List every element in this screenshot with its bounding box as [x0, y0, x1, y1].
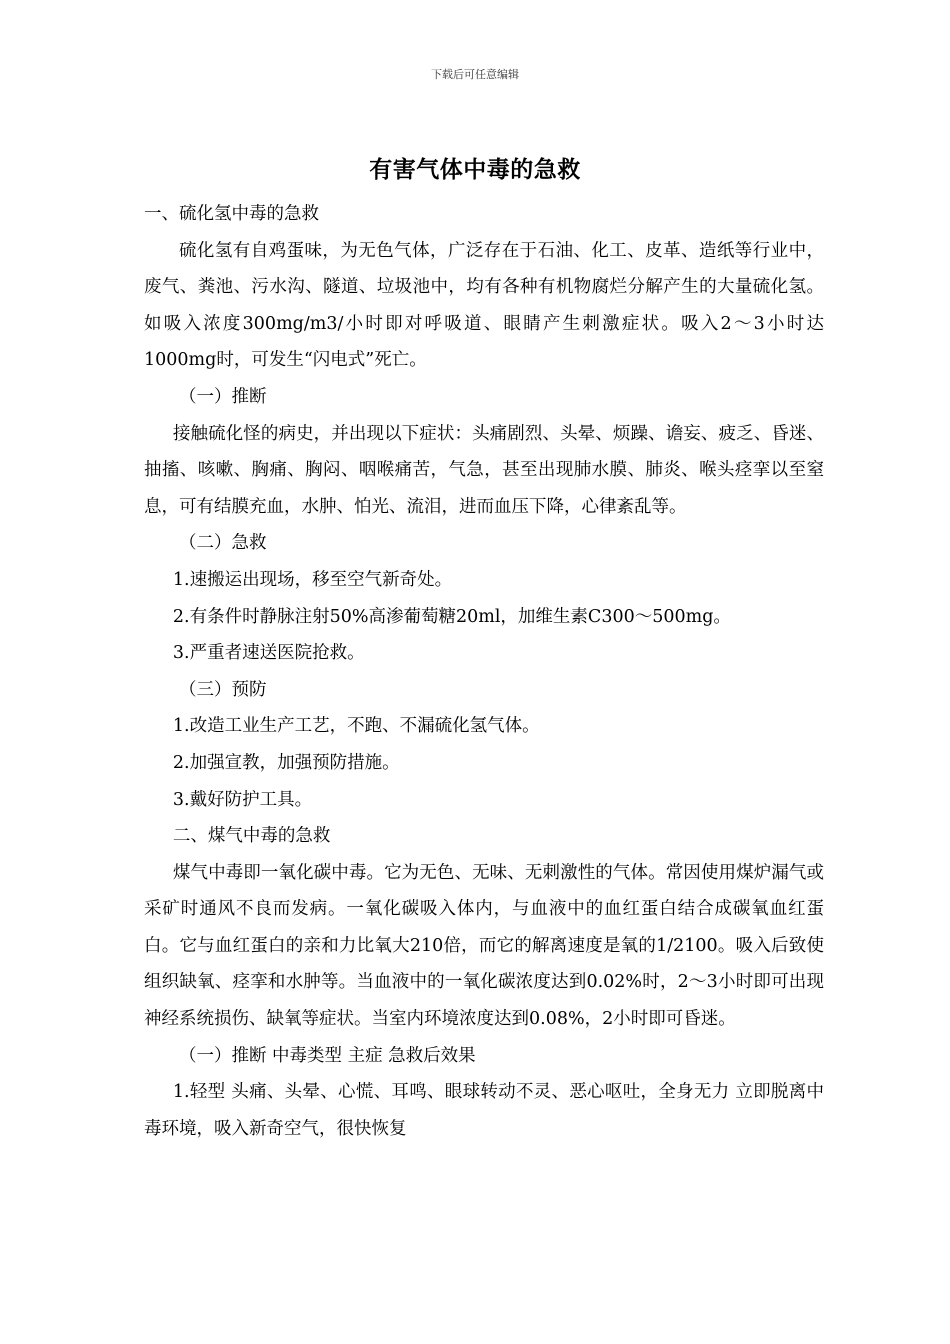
list-item: 2.加强宣教，加强预防措施。: [172, 752, 400, 773]
subheading-prevention: （三）预防: [179, 679, 267, 700]
section-heading-1: 一、硫化氢中毒的急救: [144, 204, 319, 224]
paragraph-symptoms: 接触硫化怪的病史，并出现以下症状：头痛剧烈、头晕、烦躁、谵妄、疲乏、昏迷、抽搐、咳嗽、胸痛、胸闷、咽喉痛苦，气急，甚至出现肺水膜、肺炎、喉头痉挛以至窒息，可有结膜充血，水肿、怕光、流泪，进而血压下降，心律紊乱等。: [144, 423, 824, 517]
subheading-first-aid: （二）急救: [179, 533, 267, 554]
paragraph-h2s-intro: 硫化氢有自鸡蛋味，为无色气体，广泛存在于石油、化工、皮革、造纸等行业中，废气、粪池、污水沟、隧道、垃圾池中，均有各种有机物腐烂分解产生的大量硫化氢。如吸入浓度300mg/m3/小时即对呼吸道、眼睛产生刺激症状。吸入2～3小时达1000mg时，可发生“闪电式”死亡。: [144, 240, 824, 371]
list-item: 1.改造工业生产工艺，不跑、不漏硫化氢气体。: [172, 716, 540, 737]
document-body: [144, 196, 824, 1147]
section-heading-2: 二、煤气中毒的急救: [172, 826, 331, 847]
paragraph-co-intro: 煤气中毒即一氧化碳中毒。它为无色、无味、无刺激性的气体。常因使用煤炉漏气或采矿时通风不良而发病。一氧化碳吸入体内，与血液中的血红蛋白结合成碳氧血红蛋白。它与血红蛋白的亲和力比氧大210倍，而它的解离速度是氧的1/2100。吸入后致使组织缺氧、痉挛和水肿等。当血液中的一氧化碳浓度达到0.02%时，2～3小时即可出现神经系统损伤、缺氧等症状。当室内环境浓度达到0.08%，2小时即可昏迷。: [144, 862, 824, 1030]
subheading-co-diagnosis: （一）推断 中毒类型 主症 急救后效果: [179, 1045, 476, 1066]
list-item: 3.严重者速送医院抢救。: [172, 643, 365, 664]
list-item: 2.有条件时静脉注射50%高渗葡萄糖20ml，加维生素C300～500mg。: [172, 606, 731, 627]
document-title: 有害气体中毒的急救: [369, 156, 581, 183]
list-item: 3.戴好防护工具。: [172, 789, 313, 810]
paragraph-mild-type: 1.轻型 头痛、头晕、心慌、耳鸣、眼球转动不灵、恶心呕吐，全身无力 立即脱离中毒环境，吸入新奇空气，很快恢复: [144, 1082, 824, 1139]
list-item: 1.速搬运出现场，移至空气新奇处。: [172, 569, 453, 590]
subheading-diagnosis: （一）推断: [179, 386, 267, 407]
header-note: 下载后可任意编辑: [431, 68, 519, 81]
